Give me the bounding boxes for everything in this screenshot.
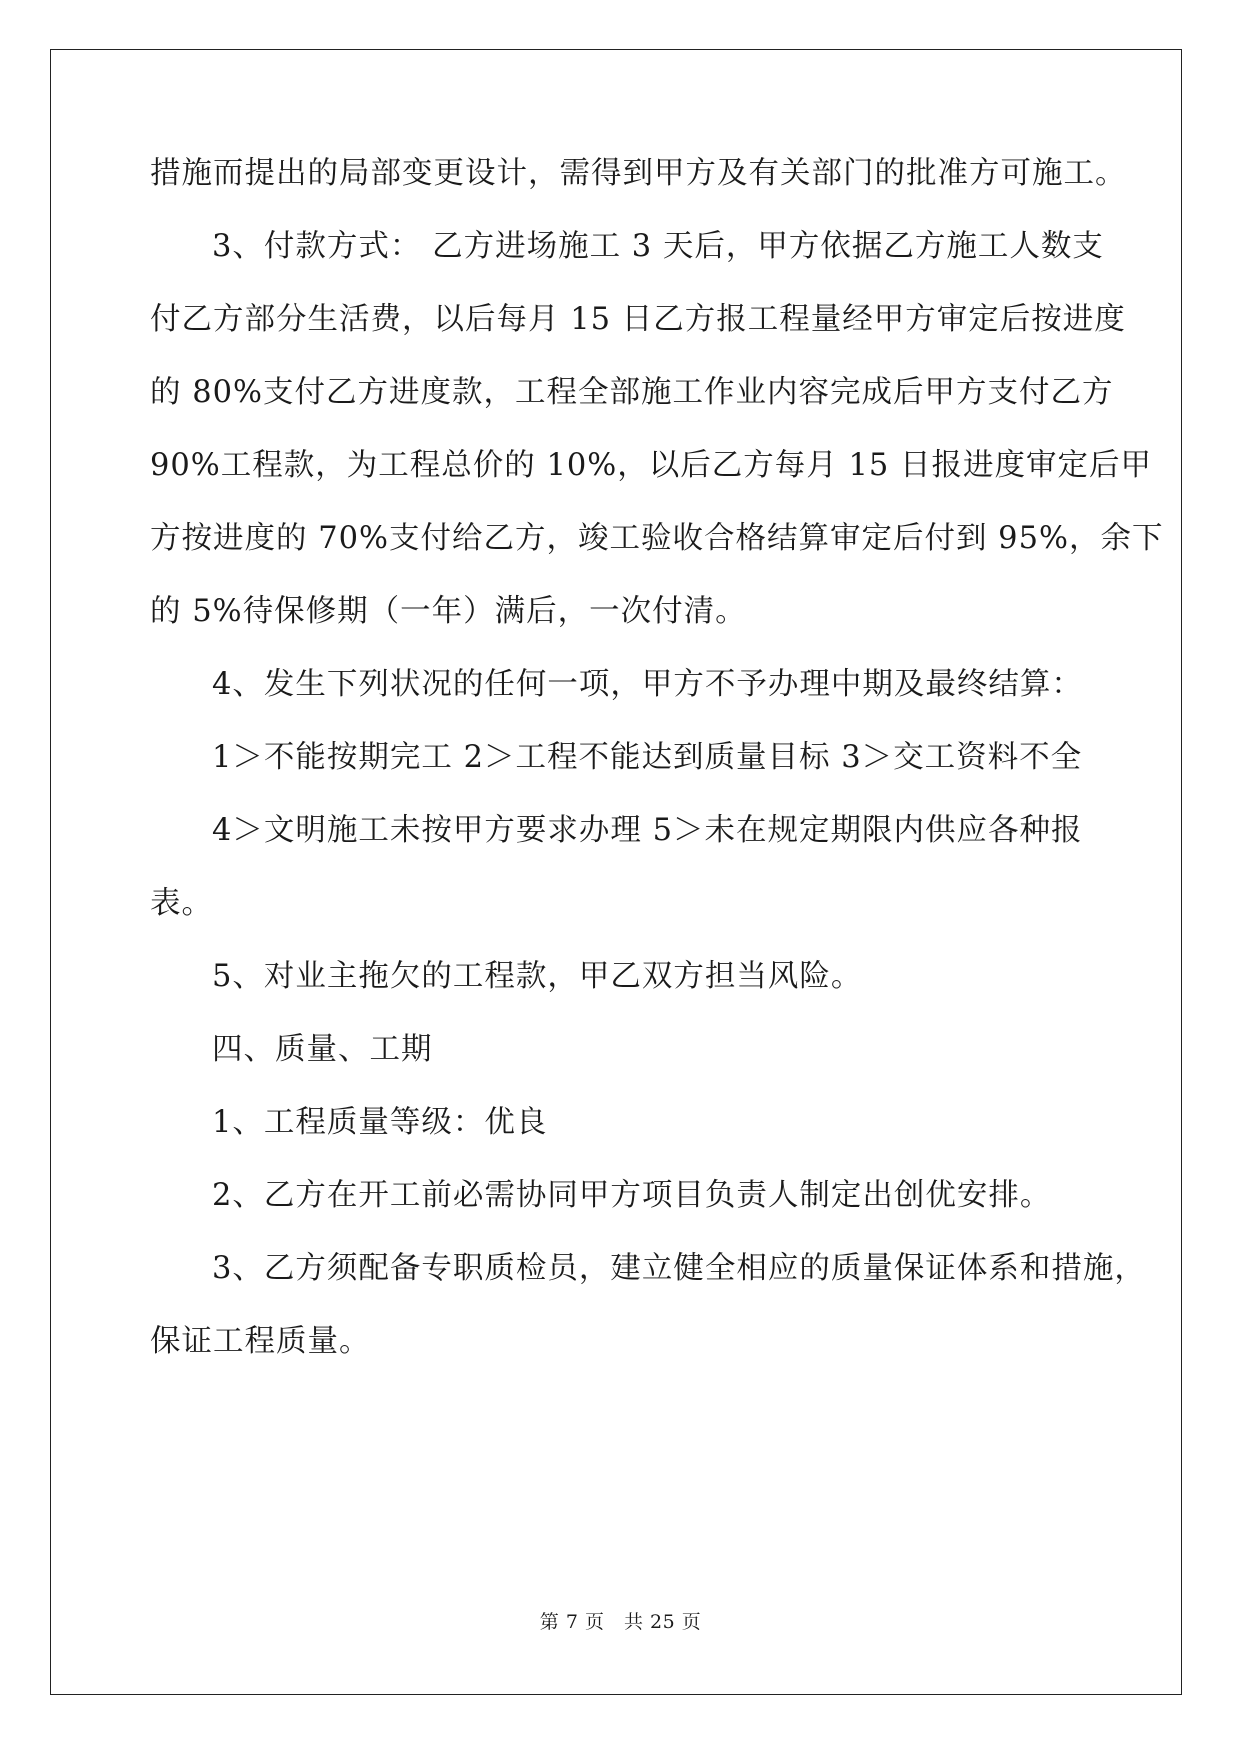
text-line: 的 5%待保修期（一年）满后，一次付清。 [150,594,747,629]
text-line: 方按进度的 70%支付给乙方，竣工验收合格结算审定后付到 95%，余下 [150,521,1164,556]
text-line: 5、对业主拖欠的工程款，甲乙双方担当风险。 [212,959,863,994]
text-line: 4、发生下列状况的任何一项，甲方不予办理中期及最终结算： [212,667,1083,702]
page-number: 第 7 页 共 25 页 [539,1611,702,1633]
text-line: 2、乙方在开工前必需协同甲方项目负责人制定出创优安排。 [212,1178,1052,1213]
text-line: 付乙方部分生活费，以后每月 15 日乙方报工程量经甲方审定后按进度 [150,302,1126,337]
text-line: 90%工程款，为工程总价的 10%，以后乙方每月 15 日报进度审定后甲 [150,448,1152,483]
text-line: 的 80%支付乙方进度款，工程全部施工作业内容完成后甲方支付乙方 [150,375,1114,410]
text-line: 保证工程质量。 [150,1324,371,1359]
text-line: 1＞不能按期完工 2＞工程不能达到质量目标 3＞交工资料不全 [212,740,1083,775]
section-heading: 四、质量、工期 [212,1032,433,1067]
text-line: 措施而提出的局部变更设计，需得到甲方及有关部门的批准方可施工。 [150,156,1127,191]
page-border [50,49,1182,1695]
text-line: 3、付款方式： 乙方进场施工 3 天后，甲方依据乙方施工人数支 [212,229,1104,264]
text-line: 4＞文明施工未按甲方要求办理 5＞未在规定期限内供应各种报 [212,813,1083,848]
text-line: 1、工程质量等级：优良 [212,1105,548,1140]
text-line: 3、乙方须配备专职质检员，建立健全相应的质量保证体系和措施， [212,1251,1146,1286]
text-line: 表。 [150,886,213,921]
